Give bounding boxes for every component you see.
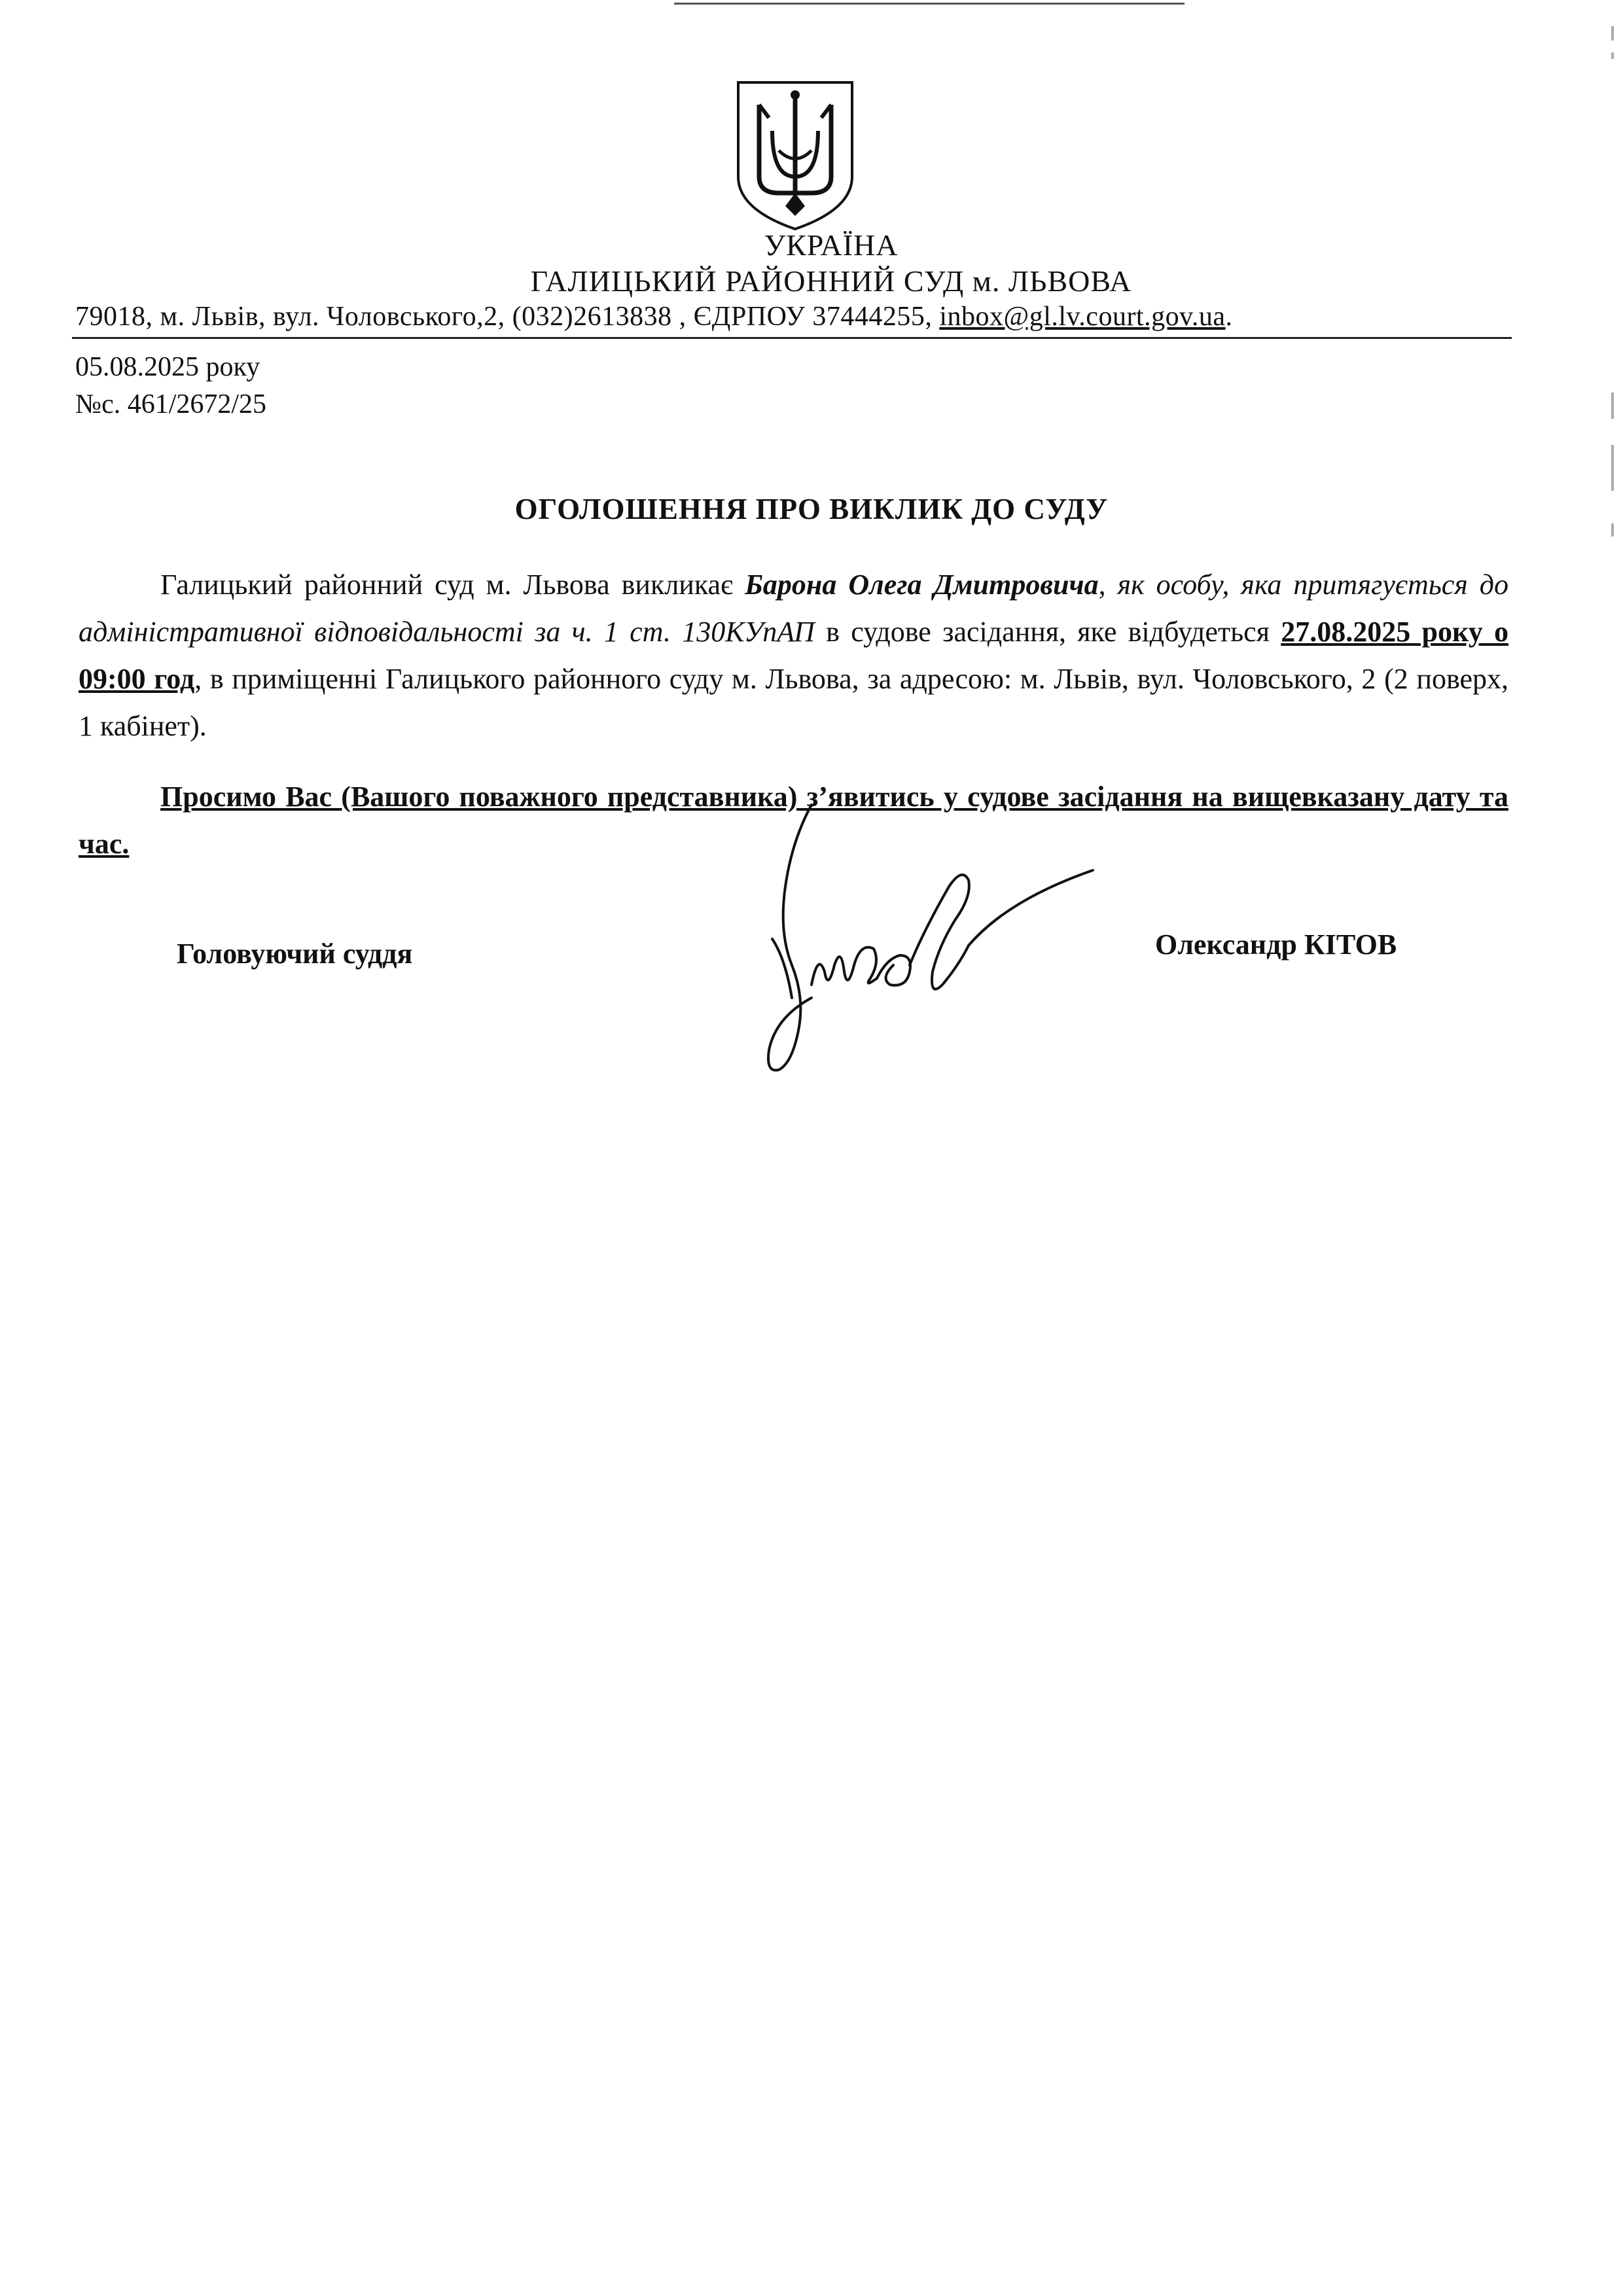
summons-comma: , [1098,569,1118,601]
scan-edge-line [674,3,1185,5]
court-address-line [75,301,1476,332]
signer-role: Головуючий суддя [177,938,413,970]
signer-name: Олександр КІТОВ [1155,928,1397,961]
summons-intro: Галицький районний суд м. Львова викликає [160,569,745,601]
appearance-request: Просимо Вас (Вашого поважного представника) з’явитись у судове засідання на вищевказану дату та час. [79,781,1508,860]
defendant-name: Барона Олега Дмитровича [744,569,1099,601]
summons-middle: в судове засідання, яке відбудеться [814,616,1281,648]
case-number: №с. 461/2672/25 [75,389,267,419]
header-country: УКРАЇНА [764,228,899,262]
court-email-link[interactable]: inbox@gl.lv.court.gov.ua [939,302,1226,332]
summons-location: , в приміщенні Галицького районного суду м. Львова, за адресою: м. Львів, вул. Чоловського, 2 (2 поверх, 1 кабінет). [79,663,1508,742]
address-end: . [1225,302,1233,332]
header-divider [72,337,1512,339]
scan-edge-marks [1611,26,1615,563]
hearing-datetime: 27.08.2025 року о 09:00 год [79,616,1509,695]
header-court-name: ГАЛИЦЬКИЙ РАЙОННИЙ СУД м. ЛЬВОВА [530,264,1132,298]
summons-paragraph [79,561,1508,750]
handwritten-signature [713,802,1106,1083]
offense-description: як особу, яка притягується до адміністративної відповідальності за ч. 1 ст. 130КУпАП [79,569,1509,648]
court-address: 79018, м. Львів, вул. Чоловського,2, (032)2613838 , ЄДРПОУ 37444255, [75,302,940,332]
coat-of-arms-icon [733,79,857,232]
document-title: ОГОЛОШЕННЯ ПРО ВИКЛИК ДО СУДУ [514,493,1109,525]
document-date: 05.08.2025 року [75,352,260,382]
